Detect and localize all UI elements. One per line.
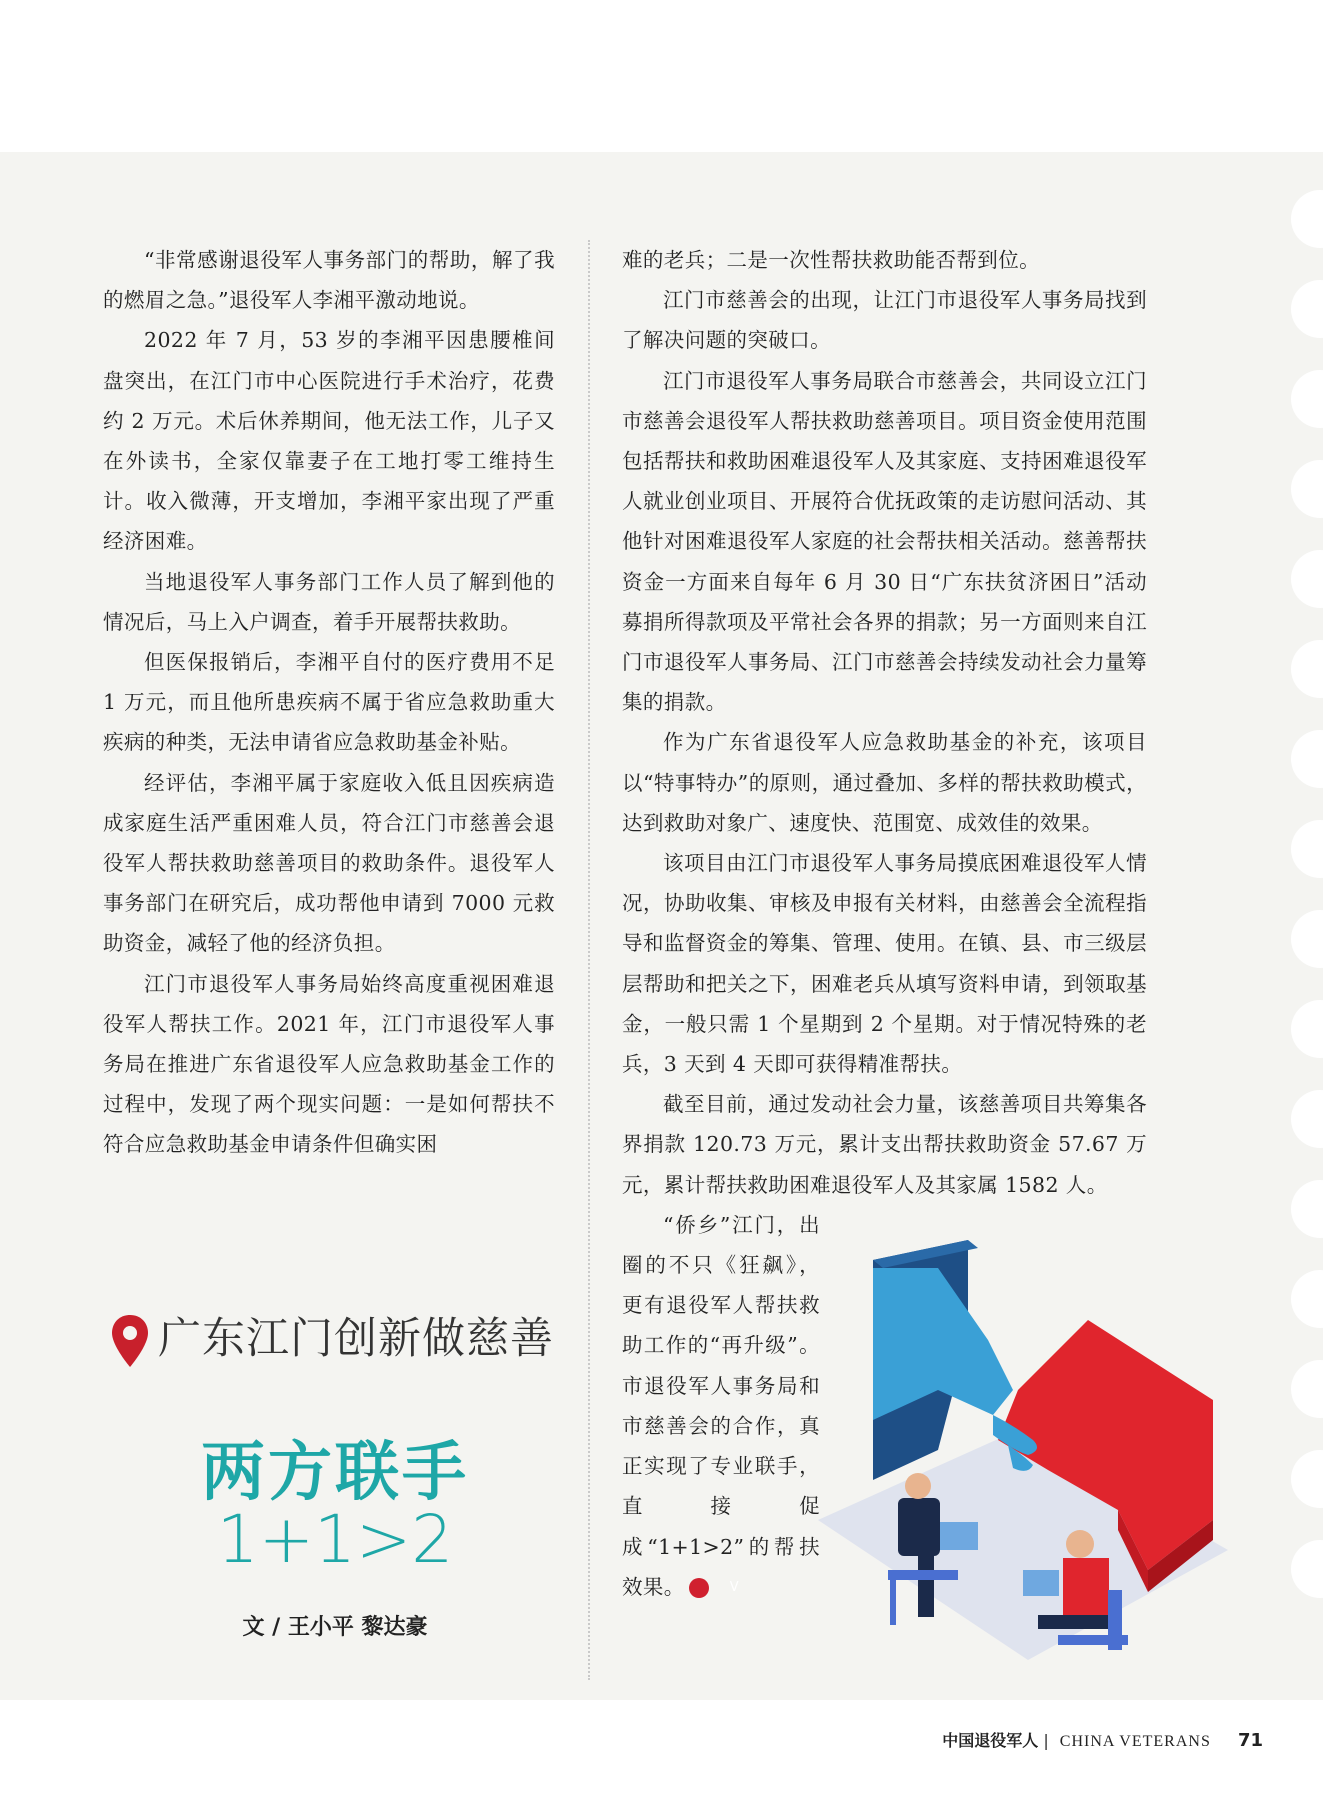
headline-kicker: 广东江门创新做慈善 xyxy=(158,1314,554,1364)
end-mark-icon: V xyxy=(689,1578,709,1598)
paragraph: 经评估，李湘平属于家庭收入低且因疾病造成家庭生活严重困难人员，符合江门市慈善会退役军人帮扶救助慈善项目的救助条件。退役军人事务部门在研究后，成功帮他申请到 7000 元救助资金，减轻了他的经济负担。 xyxy=(103,770,555,956)
magazine-name: 中国退役军人 xyxy=(942,1731,1039,1750)
handshake-illustration xyxy=(818,1240,1228,1700)
closing-paragraph: “侨乡”江门，出圈的不只《狂飙》，更有退役军人帮扶救助工作的“再升级”。市退役军人事务局和市慈善会的合作，真正实现了专业联手，直接促成“1+1>2”的帮扶效果。 V xyxy=(622,1212,820,1599)
page-footer xyxy=(942,1728,1263,1751)
paragraph: 该项目由江门市退役军人事务局摸底困难退役军人情况，协助收集、审核及申报有关材料，由慈善会全流程指导和监督资金的筹集、管理、使用。在镇、县、市三级层层帮助和把关之下，困难老兵从填写资料申请，到领取基金，一般只需 1 个星期到 2 个星期。对于情况特殊的老兵，3 天到 4 天即可获得精准帮扶。 xyxy=(622,851,1147,1077)
page-number: 71 xyxy=(1237,1730,1263,1751)
paragraph: 当地退役军人事务部门工作人员了解到他的情况后，马上入户调查，着手开展帮扶救助。 xyxy=(103,569,555,634)
film-strip-edge xyxy=(1263,170,1323,1670)
paragraph: 2022 年 7 月，53 岁的李湘平因患腰椎间盘突出，在江门市中心医院进行手术治疗，花费约 2 万元。术后休养期间，他无法工作，儿子又在外读书，全家仅靠妻子在工地打零工维持生计。收入微薄，开支增加，李湘平家出现了严重经济困难。 xyxy=(103,328,555,554)
paragraph: 江门市慈善会的出现，让江门市退役军人事务局找到了解决问题的突破口。 xyxy=(622,288,1147,353)
paragraph: 江门市退役军人事务局联合市慈善会，共同设立江门市慈善会退役军人帮扶救助慈善项目。项目资金使用范围包括帮扶和救助困难退役军人及其家庭、支持困难退役军人就业创业项目、开展符合优抚政策的走访慰问活动、其他针对困难退役军人家庭的社会帮扶相关活动。慈善帮扶资金一方面来自每年 6 月 30 日“广东扶贫济困日”活动募捐所得款项及平常社会各界的捐款；另一方面则来自江门市退役军人事务局、江门市慈善会持续发动社会力量筹集的捐款。 xyxy=(622,368,1147,715)
magazine-english-name: CHINA VETERANS xyxy=(1059,1733,1211,1750)
paragraph: 但医保报销后，李湘平自付的医疗费用不足 1 万元，而且他所患疾病不属于省应急救助重大疾病的种类，无法申请省应急救助基金补贴。 xyxy=(103,650,555,755)
headline-title: 两方联手 xyxy=(201,1436,469,1510)
paragraph: 作为广东省退役军人应急救助基金的补充，该项目以“特事特办”的原则，通过叠加、多样的帮扶救助模式，达到救助对象广、速度快、范围宽、成效佳的效果。 xyxy=(622,730,1147,835)
byline: 文 / 王小平 黎达豪 xyxy=(242,1615,428,1640)
paragraph: 江门市退役军人事务局始终高度重视困难退役军人帮扶工作。2021 年，江门市退役军人事务局在推进广东省退役军人应急救助基金工作的过程中，发现了两个现实问题：一是如何帮扶不符合应急救助基金申请条件但确实困 xyxy=(103,971,555,1157)
article-left-column xyxy=(103,240,555,1165)
paragraph: “非常感谢退役军人事务部门的帮助，解了我的燃眉之急。”退役军人李湘平激动地说。 xyxy=(103,248,555,313)
paragraph-continuation: 难的老兵；二是一次性帮扶救助能否帮到位。 xyxy=(622,248,1040,272)
paragraph: 截至目前，通过发动社会力量，该慈善项目共筹集各界捐款 120.73 万元，累计支出帮扶救助资金 57.67 万元，累计帮扶救助困难退役军人及其家属 1582 人。 xyxy=(622,1092,1147,1197)
column-divider xyxy=(588,240,590,1680)
footer-separator: | xyxy=(1043,1731,1049,1750)
location-pin-icon xyxy=(110,1313,150,1369)
headline-subtitle: 1+1>2 xyxy=(216,1501,454,1578)
